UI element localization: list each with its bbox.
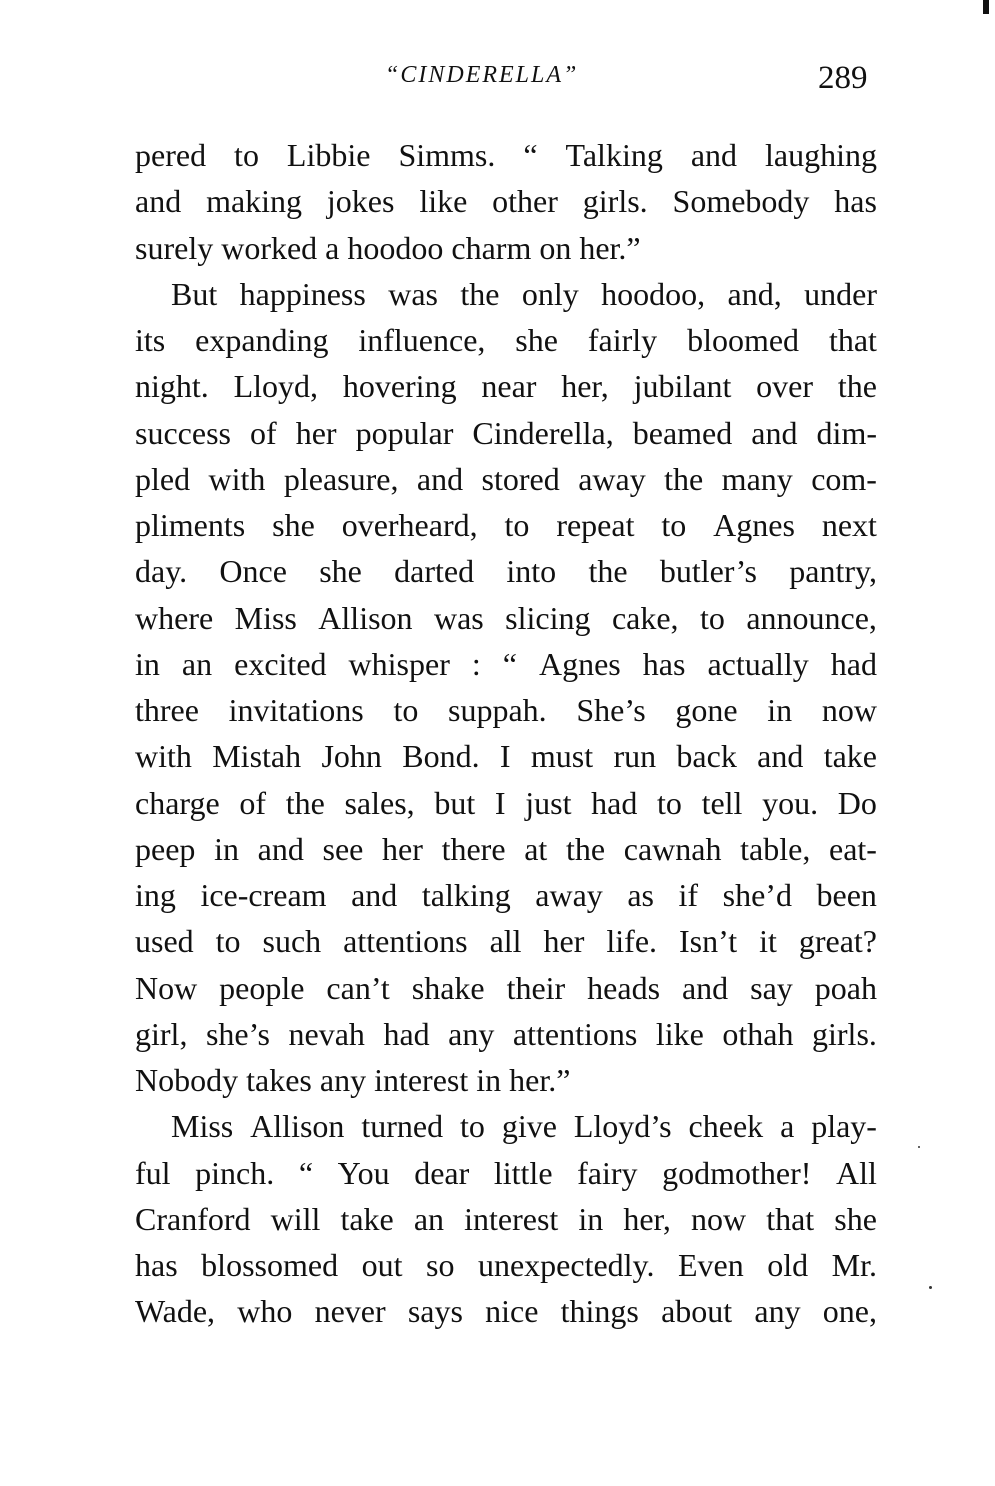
word: so xyxy=(425,1247,455,1283)
word: she xyxy=(272,507,315,543)
word: great? xyxy=(798,923,877,960)
word: had xyxy=(591,784,638,821)
word: actually xyxy=(707,645,809,682)
word: eat- xyxy=(828,830,877,867)
word: take xyxy=(340,1200,394,1237)
word: her xyxy=(382,830,423,867)
word: Once xyxy=(219,553,287,590)
word: where xyxy=(135,599,214,636)
word: attentions xyxy=(343,923,468,960)
text-line xyxy=(135,1288,877,1334)
word: dear xyxy=(414,1154,470,1191)
word: play- xyxy=(811,1108,877,1145)
text-line xyxy=(135,502,877,548)
word: nevah xyxy=(288,1015,365,1052)
word: All xyxy=(836,1154,877,1191)
word: her, xyxy=(561,368,609,405)
word: in xyxy=(214,830,239,867)
text-line xyxy=(135,1150,877,1196)
text-line xyxy=(135,595,877,641)
word: to xyxy=(215,923,241,960)
word: announce, xyxy=(746,599,877,636)
word: attentions xyxy=(512,1015,638,1052)
word: with xyxy=(208,460,266,497)
word: now xyxy=(821,692,877,728)
word: take xyxy=(823,738,877,775)
word: to xyxy=(393,692,419,728)
word: like xyxy=(419,183,468,220)
word: one, xyxy=(822,1293,877,1330)
word: people xyxy=(219,969,305,1006)
word: to xyxy=(460,1108,485,1145)
running-title: “CINDERELLA” xyxy=(385,62,579,88)
text-line xyxy=(135,780,877,826)
text-line xyxy=(135,1196,877,1242)
word: ing xyxy=(135,877,176,913)
word: and xyxy=(757,738,804,775)
word: invitations xyxy=(228,692,364,728)
text-line xyxy=(135,918,877,964)
word: it xyxy=(759,923,777,960)
word: I xyxy=(494,784,506,821)
word: Allison xyxy=(250,1108,345,1145)
word: old xyxy=(767,1247,809,1283)
word: darted xyxy=(394,553,475,590)
text-line xyxy=(135,872,877,918)
word: say xyxy=(750,969,793,1006)
word: just xyxy=(525,784,572,821)
word: hoodoo, xyxy=(601,275,706,312)
word: ice-cream xyxy=(200,877,327,913)
word: bloomed xyxy=(687,322,800,358)
word: gone xyxy=(675,692,738,728)
word: never xyxy=(314,1293,386,1330)
word: the xyxy=(664,460,704,497)
page-number: 289 xyxy=(818,60,868,96)
word: like xyxy=(655,1015,704,1052)
word: to xyxy=(661,507,687,543)
word: repeat xyxy=(556,507,635,543)
word: there xyxy=(441,830,506,867)
word: next xyxy=(821,507,877,543)
word: a xyxy=(780,1108,795,1145)
word: has xyxy=(834,183,877,220)
word: that xyxy=(766,1200,815,1237)
word: her, xyxy=(623,1200,671,1237)
word: life. xyxy=(606,923,658,960)
word: she’s xyxy=(205,1015,270,1052)
word: was xyxy=(433,599,484,636)
word: give xyxy=(501,1108,557,1145)
word: to xyxy=(657,784,682,821)
text-line xyxy=(135,548,877,594)
word: to xyxy=(699,599,725,636)
word: Allison xyxy=(318,599,413,636)
word: three xyxy=(135,692,199,728)
text-line xyxy=(135,1103,877,1149)
word: Cinderella, xyxy=(472,414,614,451)
word: used xyxy=(135,923,194,960)
word: Cranford xyxy=(135,1200,251,1237)
print-speck xyxy=(929,1286,932,1289)
word: you. xyxy=(762,784,819,821)
body-text xyxy=(135,132,877,1335)
word: must xyxy=(530,738,594,775)
text-line: Nobody takes any interest in her.” xyxy=(135,1062,571,1098)
word: out xyxy=(361,1247,403,1283)
word: to xyxy=(234,137,259,173)
word: had xyxy=(383,1015,430,1052)
word: nice xyxy=(485,1293,539,1330)
print-speck xyxy=(918,1146,920,1148)
word: had xyxy=(830,645,877,682)
word: now xyxy=(691,1200,747,1237)
word: the xyxy=(460,275,500,312)
word: her xyxy=(295,414,337,451)
word: in xyxy=(767,692,793,728)
word: girls. xyxy=(582,183,648,220)
word: as xyxy=(627,877,654,913)
word: her xyxy=(543,923,585,960)
word: Miss xyxy=(234,599,297,636)
word: little xyxy=(493,1154,553,1191)
word: about xyxy=(661,1293,733,1330)
word: pleasure, xyxy=(283,460,399,497)
word: Wade, xyxy=(135,1293,216,1330)
word: and xyxy=(257,830,304,867)
text-line xyxy=(135,965,877,1011)
word: Agnes xyxy=(713,507,795,543)
word: success xyxy=(135,414,231,451)
word: shake xyxy=(411,969,485,1006)
word: cake, xyxy=(611,599,679,636)
word: pliments xyxy=(135,507,246,543)
word: of xyxy=(239,784,267,821)
word: to xyxy=(504,507,530,543)
word: run xyxy=(613,738,657,775)
word: fairly xyxy=(587,322,658,358)
word: heads xyxy=(587,969,661,1006)
word: only xyxy=(521,275,579,312)
text-line xyxy=(135,132,877,178)
word: in xyxy=(135,645,160,682)
text-line xyxy=(135,363,877,409)
word: near xyxy=(481,368,537,405)
word: pantry, xyxy=(789,553,877,590)
word: who xyxy=(237,1293,293,1330)
word: jubilant xyxy=(633,368,732,405)
word: an xyxy=(413,1200,445,1237)
word: been xyxy=(816,877,877,913)
word: and xyxy=(416,460,464,497)
word: talking xyxy=(421,877,511,913)
word: blossomed xyxy=(201,1247,339,1283)
word: whisper xyxy=(348,645,450,682)
word: such xyxy=(262,923,322,960)
text-line xyxy=(135,271,877,317)
word: expanding xyxy=(195,322,329,358)
word: sales, xyxy=(344,784,415,821)
word: “ xyxy=(523,137,538,173)
word: has xyxy=(135,1247,178,1283)
word: Mr. xyxy=(831,1247,877,1283)
word: poah xyxy=(814,969,877,1006)
word: she’d xyxy=(722,877,792,913)
word: and xyxy=(690,137,738,173)
word: Lloyd, xyxy=(233,368,319,405)
text-line xyxy=(135,733,877,779)
word: dim- xyxy=(816,414,877,451)
word: and xyxy=(681,969,729,1006)
word: can’t xyxy=(326,969,390,1006)
text-line xyxy=(135,687,877,733)
word: You xyxy=(337,1154,390,1191)
word: slicing xyxy=(505,599,591,636)
word: the xyxy=(588,553,628,590)
word: girl, xyxy=(135,1015,188,1052)
word: day. xyxy=(135,553,188,590)
word: making xyxy=(206,183,303,220)
word: Do xyxy=(837,784,877,821)
word: was xyxy=(388,275,438,312)
scan-mark xyxy=(983,0,989,14)
text-line xyxy=(135,1011,877,1057)
word: night. xyxy=(135,368,209,405)
word: that xyxy=(828,322,877,358)
word: unexpectedly. xyxy=(477,1247,655,1283)
word: the xyxy=(285,784,325,821)
word: pered xyxy=(135,137,207,173)
word: Now xyxy=(135,969,198,1006)
word: things xyxy=(560,1293,639,1330)
word: influence, xyxy=(358,322,486,358)
word: excited xyxy=(234,645,327,682)
word: stored xyxy=(481,460,560,497)
word: Somebody xyxy=(672,183,810,220)
word: and xyxy=(751,414,798,451)
word: their xyxy=(506,969,566,1006)
text-line: surely worked a hoodoo charm on her.” xyxy=(135,229,641,266)
word: she xyxy=(515,322,558,358)
word: tell xyxy=(701,784,743,821)
word: other xyxy=(492,183,558,220)
word: at xyxy=(524,830,548,867)
word: Talking xyxy=(565,137,663,173)
word: away xyxy=(535,877,603,913)
word: overheard, xyxy=(341,507,478,543)
word: and, xyxy=(727,275,782,312)
text-line xyxy=(135,1242,877,1288)
word: I xyxy=(499,738,511,775)
word: says xyxy=(407,1293,463,1330)
word: the xyxy=(837,368,877,405)
word: godmother! xyxy=(662,1154,812,1191)
word: John xyxy=(321,738,382,775)
text-line xyxy=(135,317,877,363)
word: pled xyxy=(135,460,191,497)
word: Agnes xyxy=(538,645,621,682)
word: Lloyd’s xyxy=(573,1108,672,1145)
word: popular xyxy=(355,414,454,451)
word: Isn’t xyxy=(679,923,738,960)
word: Miss xyxy=(171,1108,234,1145)
word: over xyxy=(756,368,814,405)
word: ful xyxy=(135,1154,171,1191)
word: suppah. xyxy=(448,692,547,728)
word: com- xyxy=(811,460,877,497)
word: has xyxy=(642,645,686,682)
word: if xyxy=(678,877,699,913)
word: interest xyxy=(464,1200,559,1237)
word: all xyxy=(489,923,522,960)
word: see xyxy=(322,830,364,867)
word: Libbie xyxy=(286,137,371,173)
word: othah xyxy=(722,1015,794,1052)
word: She’s xyxy=(576,692,646,728)
word: Simms. xyxy=(398,137,496,173)
word: and xyxy=(135,183,182,220)
word: Bond. xyxy=(402,738,480,775)
word: any xyxy=(448,1015,495,1052)
word: beamed xyxy=(632,414,733,451)
text-line xyxy=(135,456,877,502)
word: in xyxy=(578,1200,604,1237)
text-line xyxy=(135,178,877,224)
word: cheek xyxy=(688,1108,764,1145)
word: peep xyxy=(135,830,196,867)
word: she xyxy=(319,553,362,590)
word: she xyxy=(834,1200,877,1237)
word: under xyxy=(804,275,877,312)
word: “ xyxy=(502,645,517,682)
text-line xyxy=(135,826,877,872)
word: Mistah xyxy=(212,738,302,775)
word: of xyxy=(250,414,277,451)
word: back xyxy=(676,738,737,775)
text-line xyxy=(135,641,877,687)
word: with xyxy=(135,738,192,775)
word: charge xyxy=(135,784,220,821)
word: table, xyxy=(740,830,811,867)
word: turned xyxy=(361,1108,444,1145)
word: and xyxy=(351,877,398,913)
word: pinch. xyxy=(195,1154,275,1191)
word: will xyxy=(270,1200,321,1237)
word: happiness xyxy=(239,275,366,312)
word: an xyxy=(181,645,213,682)
word: the xyxy=(565,830,606,867)
word: : xyxy=(471,645,481,682)
word: jokes xyxy=(326,183,395,220)
word: cawnah xyxy=(623,830,722,867)
word: laughing xyxy=(765,137,877,173)
word: into xyxy=(506,553,557,590)
word: but xyxy=(434,784,476,821)
word: “ xyxy=(298,1154,314,1191)
word: hovering xyxy=(342,368,457,405)
word: away xyxy=(578,460,646,497)
word: any xyxy=(754,1293,801,1330)
word: its xyxy=(135,322,166,358)
word: butler’s xyxy=(659,553,757,590)
word: Even xyxy=(677,1247,744,1283)
word: girls. xyxy=(812,1015,877,1052)
word: many xyxy=(721,460,793,497)
word: But xyxy=(171,275,218,312)
text-line xyxy=(135,410,877,456)
word: fairy xyxy=(577,1154,638,1191)
